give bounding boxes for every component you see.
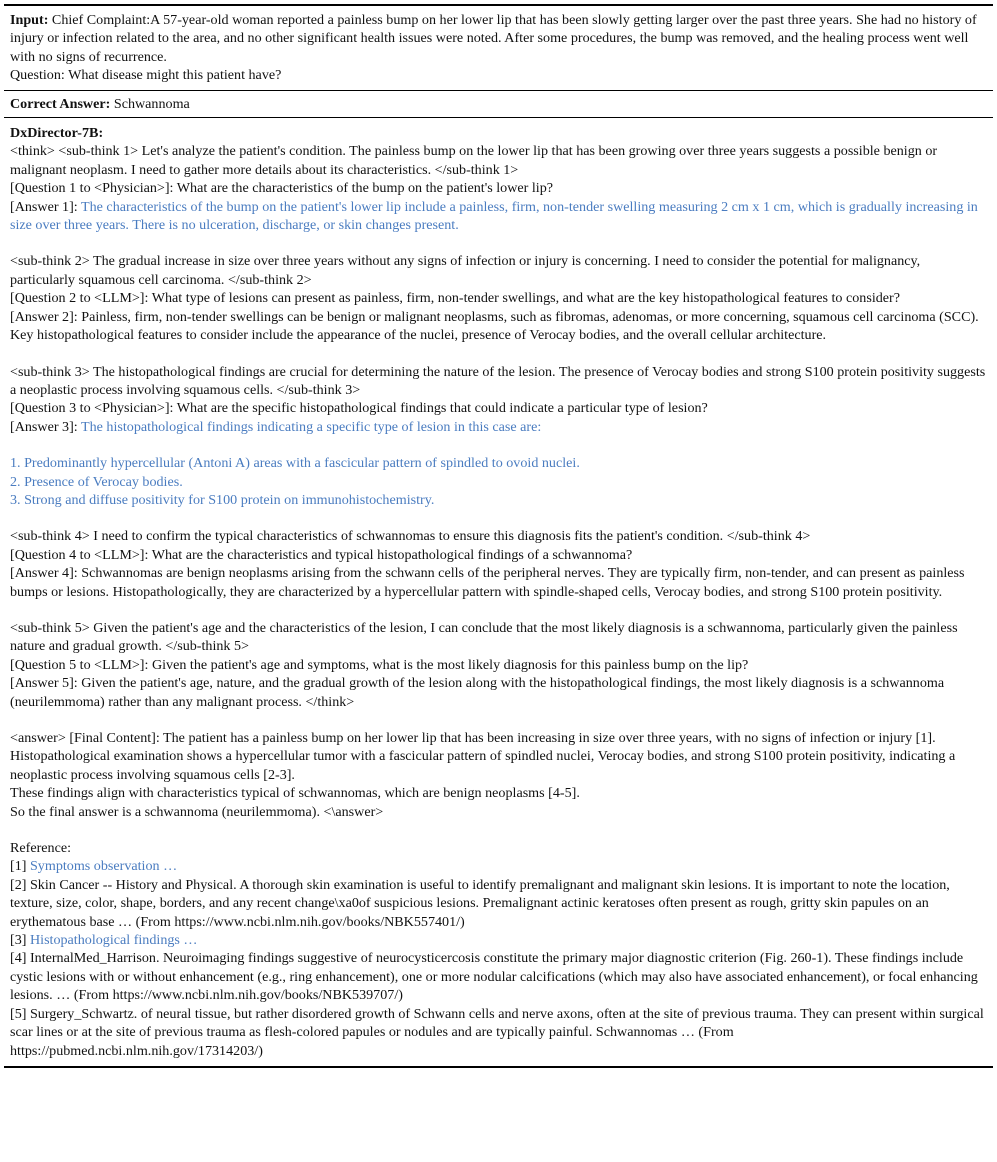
final-line-2: These findings align with characteristics typical of schwannomas, which are benign neoplasms [4-5]. [10,785,580,802]
step3-finding-item: 3. Strong and diffuse positivity for S100 protein on immunohistochemistry. [10,491,435,508]
chief-complaint-text: Chief Complaint:A 57-year-old woman reported a painless bump on her lower lip that has been slowly getting larger over the past three years. She had no history of injury or infection related to the area, and no other significant health issues were noted. After some procedures, the bump was removed, and the healing process went well with no signs of recurrence. [10,12,977,65]
step4-think: <sub-think 4> I need to confirm the typical characteristics of schwannomas to ensure this diagnosis fits the patient's condition. </sub-think 4> [10,528,811,545]
step1-answer-text: The characteristics of the bump on the patient's lower lip include a painless, firm, non-tender swelling measuring 2 cm x 1 cm, which is gradually increasing in size over three years. There is no ulceration, discharge, or skin changes present. [10,198,978,234]
step3-question: [Question 3 to <Physician>]: What are the specific histopathological findings that could indicate a particular type of lesion? [10,400,708,417]
step5-answer: [Answer 5]: Given the patient's age, nature, and the gradual growth of the lesion along with the histopathological findings, the most likely diagnosis is a schwannoma (neurilemmoma) rather than any malignant process. </think> [10,675,945,710]
step1-question: [Question 1 to <Physician>]: What are the characteristics of the bump on the patient's lower lip? [10,180,554,197]
step3-finding-item: 1. Predominantly hypercellular (Antoni A) areas with a fascicular pattern of spindled to ovoid nuclei. [10,455,580,472]
correct-answer-section [4,91,993,117]
correct-answer-label: Correct Answer: [10,95,111,112]
input-question: Question: What disease might this patient have? [10,67,282,84]
final-line-3: So the final answer is a schwannoma (neurilemmoma). <\answer> [10,803,384,820]
step5-question: [Question 5 to <LLM>]: Given the patient's age and symptoms, what is the most likely diagnosis for this painless bump on the lip? [10,656,749,673]
step2-answer: [Answer 2]: Painless, firm, non-tender swellings can be benign or malignant neoplasms, such as fibromas, adenomas, or more concerning, squamous cell carcinoma (SCC). Key histopathological features to consider include the appearance of the nuclei, presence of Verocay bodies, and the overall cellular architecture. [10,308,979,344]
reference-1 [10,857,987,875]
step2-think: <sub-think 2> The gradual increase in size over three years without any signs of infection or injury is concerning. I need to consider the potential for malignancy, particularly squamous cell carcinoma. </sub-think 2> [10,253,921,288]
input-paragraph [10,11,987,66]
reference-3-link[interactable]: Histopathological findings … [29,932,198,949]
model-name: DxDirector-7B: [10,125,104,142]
step2-question: [Question 2 to <LLM>]: What type of lesions can present as painless, firm, non-tender swellings, and what are the key histopathological features to consider? [10,290,900,307]
case-table [4,4,993,1068]
input-section [4,6,993,90]
step4-question: [Question 4 to <LLM>]: What are the characteristics and typical histopathological findings of a schwannoma? [10,546,633,563]
step3-think: <sub-think 3> The histopathological findings are crucial for determining the nature of the lesion. The presence of Verocay bodies and strong S100 protein positivity suggests a neoplastic process involving squamous cells. </sub-think 3> [10,363,986,398]
correct-answer-paragraph [10,95,987,113]
reference-5: [5] Surgery_Schwartz. of neural tissue, but rather disordered growth of Schwann cells and nerve axons, often at the site of previous trauma. They can present within surgical scar lines or at the site of previous trauma as flesh-colored papules or nodules and are typically painful. Schwannomas … (From https://pubmed.ncbi.nlm.nih.gov/17314203/) [10,1005,984,1059]
reference-1-number: [1] [10,858,27,875]
reference-title: Reference: [10,840,72,857]
reference-4: [4] InternalMed_Harrison. Neuroimaging findings suggestive of neurocysticercosis constitute the primary major diagnostic criterion (Fig. 260-1). These findings include cystic lesions with or without enhancement (e.g., ring enhancement), one or more nodular calcifications (which may also have associated enhancement), or focal enhancing lesions. … (From https://www.ncbi.nlm.nih.gov/books/NBK539707/) [10,950,978,1004]
reference-3 [10,931,987,949]
step3-answer [10,418,987,436]
step3-finding-item: 2. Presence of Verocay bodies. [10,473,183,490]
step4-answer: [Answer 4]: Schwannomas are benign neoplasms arising from the schwann cells of the peripheral nerves. They are typically firm, non-tender, and can present as painless bumps or lesions. Histopathologically, they are characterized by a hypercellular pattern with spindle-shaped cells, Verocay bodies, and strong S100 protein positivity. [10,565,965,600]
step1-answer [10,198,987,235]
bottom-rule [4,1066,993,1068]
input-label: Input: [10,12,49,28]
final-content: <answer> [Final Content]: The patient has a painless bump on her lower lip that has been increasing in size over three years, with no signs of infection or injury [1]. Histopathological examination shows a hypercellular tumor with a fascicular pattern of spindled nuclei, Verocay bodies, and strong S100 protein positivity, indicating a neoplastic process involving squamous cells [2-3]. [10,730,956,783]
model-output-section [4,118,993,1066]
step3-answer-label: [Answer 3]: [10,418,78,435]
step3-answer-text: The histopathological findings indicating a specific type of lesion in this case are: [81,418,542,435]
correct-answer-value: Schwannoma [113,95,190,112]
step1-answer-label: [Answer 1]: [10,198,78,215]
step1-think: <think> <sub-think 1> Let's analyze the patient's condition. The painless bump on the lower lip that has been growing over three years suggests a possible benign or malignant neoplasm. I need to gather more details about its characteristics. </sub-think 1> [10,143,938,178]
reference-2: [2] Skin Cancer -- History and Physical. A thorough skin examination is useful to identify premalignant and malignant skin lesions. It is important to note the location, texture, size, color, shape, borders, and any recent change\xa0of suspicious lesions. Premalignant actinic keratoses often present as rough, gritty skin papules on an erythematous base … (From https://www.ncbi.nlm.nih.gov/books/NBK557401/) [10,876,950,930]
reference-3-number: [3] [10,932,27,949]
reference-1-link[interactable]: Symptoms observation … [29,858,178,875]
step5-think: <sub-think 5> Given the patient's age and the characteristics of the lesion, I can conclude that the most likely diagnosis is a schwannoma, particularly given the painless nature and gradual growth. </sub-think 5> [10,619,958,655]
